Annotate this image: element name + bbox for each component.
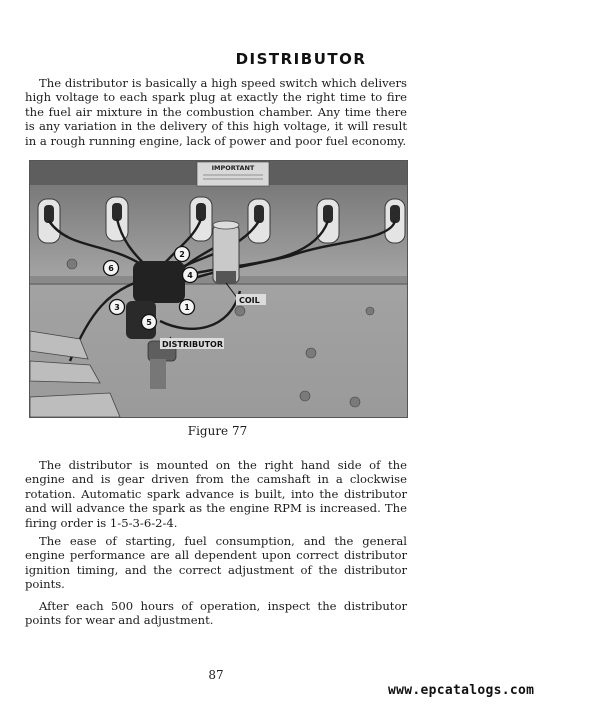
important-plate xyxy=(197,162,269,186)
timing-paragraph: The ease of starting, fuel consumption, and the general engine performance are all dependent upon correct distributor ignition timing, and the correct adjustment of the distributor points. xyxy=(25,534,407,592)
distributor-label xyxy=(160,337,224,349)
svg-text:DISTRIBUTOR: DISTRIBUTOR xyxy=(162,340,223,349)
svg-text:6: 6 xyxy=(108,264,114,273)
engine-figure-photo xyxy=(29,160,408,418)
svg-text:COIL: COIL xyxy=(239,296,260,305)
figure-caption: Figure 77 xyxy=(187,424,248,438)
watermark-link[interactable]: www.epcatalogs.com xyxy=(388,683,535,698)
mounting-paragraph: The distributor is mounted on the right hand side of the engine and is gear driven from the camshaft in a clockwise rotation. Automatic spark advance is built, into the distributor and will advance the spark as the engine RPM is increased. The firing order is 1-5-3-6-2-4. xyxy=(25,458,407,530)
svg-text:3: 3 xyxy=(114,303,120,312)
ignition-coil xyxy=(213,221,239,283)
svg-text:IMPORTANT: IMPORTANT xyxy=(211,164,255,172)
svg-text:2: 2 xyxy=(179,250,185,259)
svg-text:5: 5 xyxy=(146,318,152,327)
maintenance-paragraph: After each 500 hours of operation, inspect the distributor points for wear and adjustment. xyxy=(25,599,407,628)
intro-paragraph: The distributor is basically a high speed switch which delivers high voltage to each spark plug at exactly the right time to fire the fuel air mixture in the combustion chamber. Any time there is any variation in the delivery of this high voltage, it will result in a rough running engine, lack of power and poor fuel economy. xyxy=(25,76,407,148)
page-title: DISTRIBUTOR xyxy=(235,50,367,68)
svg-text:4: 4 xyxy=(187,271,193,280)
svg-text:1: 1 xyxy=(184,303,190,312)
page-number: 87 xyxy=(208,668,224,682)
